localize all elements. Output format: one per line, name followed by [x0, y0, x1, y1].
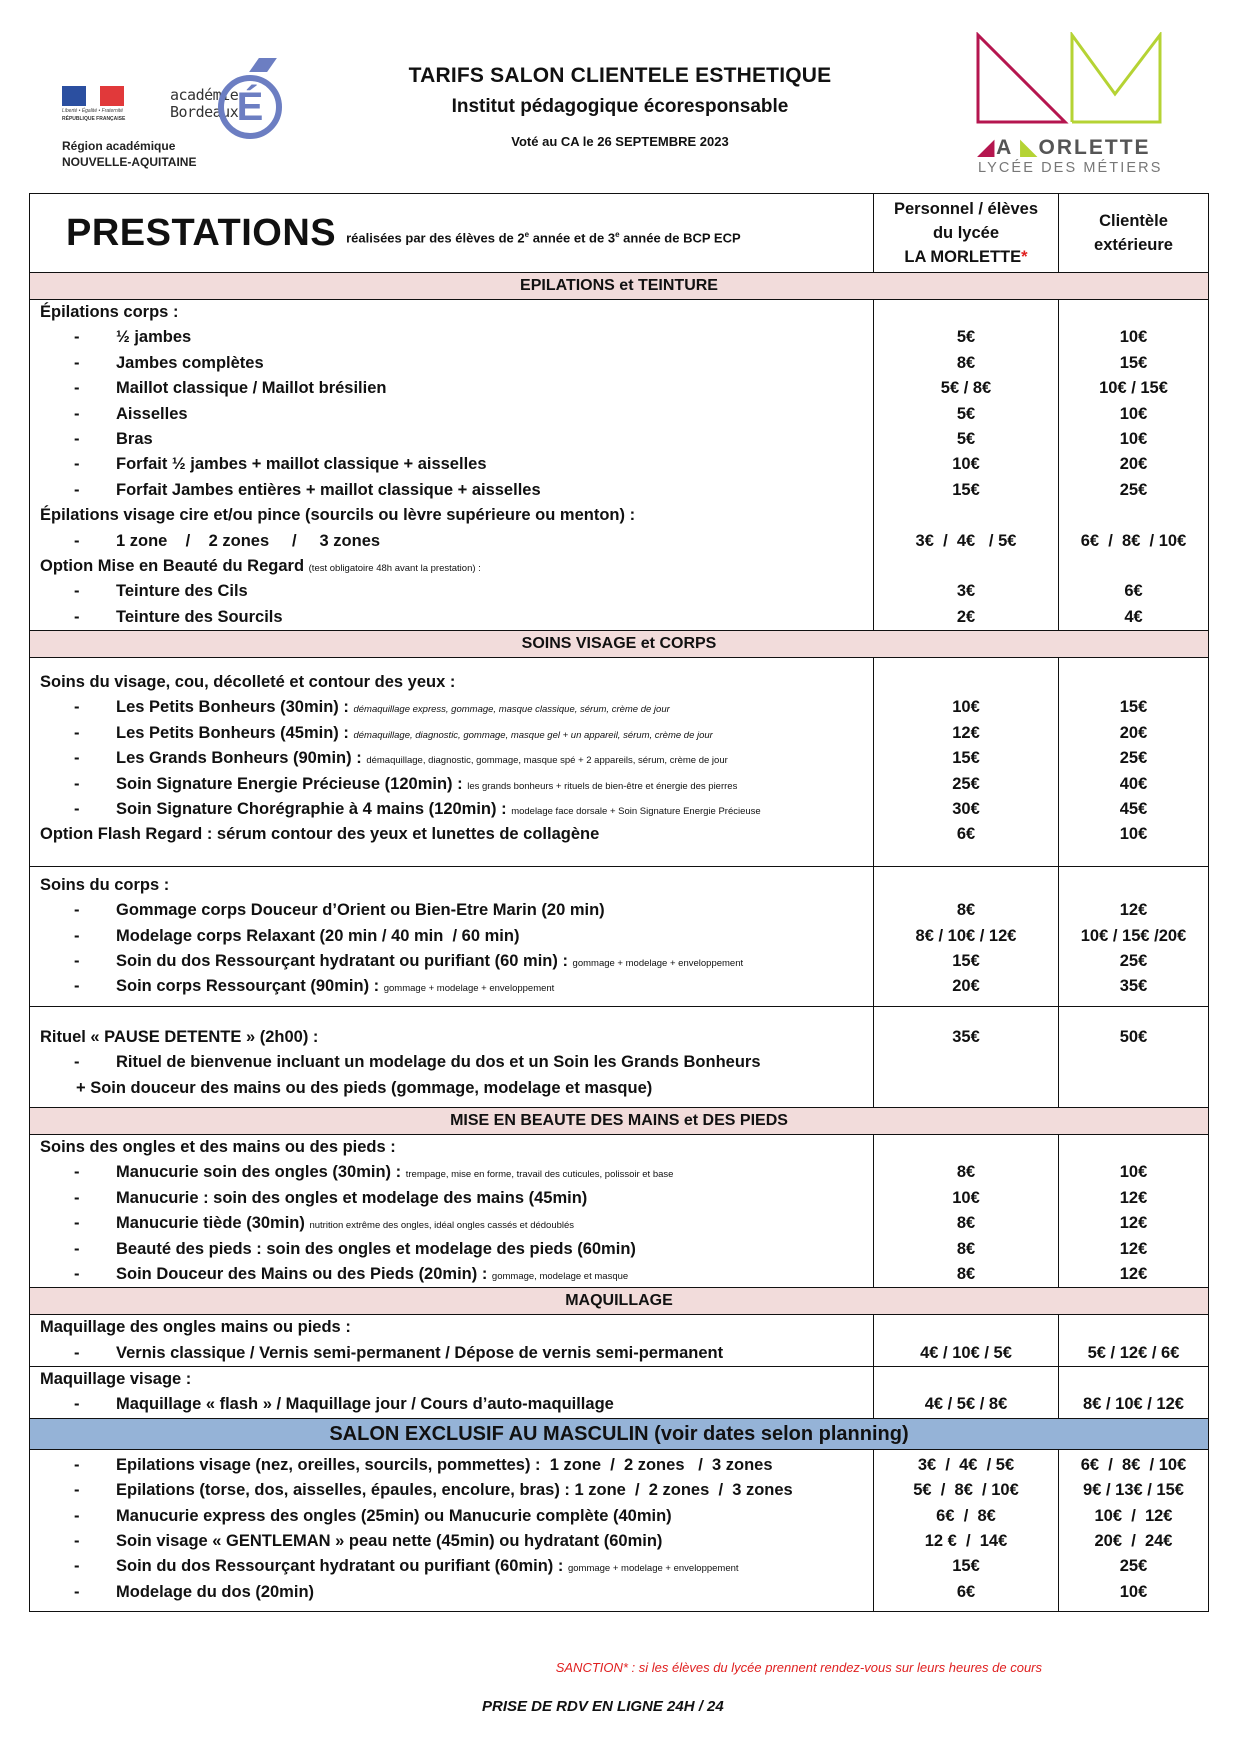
- item-note: démaquillage express, gommage, masque classique, sérum, crème de jour: [353, 704, 670, 716]
- republique-francaise-flag-icon: [62, 86, 124, 106]
- rituel-plus: + Soin douceur des mains ou des pieds (gommage, modelage et masque): [76, 1078, 653, 1097]
- list-item: [40, 579, 863, 604]
- list-item: [40, 924, 863, 949]
- group-label: Soins des ongles et des mains ou des pieds :: [40, 1137, 396, 1156]
- academie-line2: Bordeaux: [170, 103, 239, 121]
- price-external: 12€: [1119, 901, 1148, 920]
- item-label: Teinture des Cils: [116, 582, 248, 601]
- price-staff: 5€ / 8€ / 10€: [913, 1481, 1019, 1500]
- price-staff: 6€ / 8€: [936, 1506, 996, 1525]
- item-label: Maillot classique / Maillot brésilien: [116, 379, 387, 398]
- group-label: Maquillage visage :: [40, 1370, 192, 1389]
- list-item: [40, 721, 863, 746]
- price-staff: 8€: [956, 1264, 976, 1283]
- price-external: 25€: [1119, 480, 1148, 499]
- item-label: ½ jambes: [116, 328, 192, 347]
- column-header-staff: Personnel / élèves du lycée LA MORLETTE*: [873, 194, 1058, 272]
- item-note: démaquillage, diagnostic, gommage, masque gel + un appareil, sérum, crème de jour: [353, 729, 713, 741]
- price-staff: 35€: [952, 1027, 980, 1046]
- sanction-note: SANCTION* : si les élèves du lycée prennent rendez-vous sur leurs heures de cours: [555, 1660, 1042, 1675]
- section-mains-pieds-title: MISE EN BEAUTE DES MAINS et DES PIEDS: [30, 1107, 1208, 1134]
- price-external: 12€: [1119, 1214, 1148, 1233]
- item-label: Teinture des Sourcils: [116, 607, 283, 626]
- item-note: gommage, modelage et masque: [491, 1270, 629, 1282]
- list-item: - 1 zone / 2 zones / 3 zones: [40, 529, 863, 554]
- item-label: Soin Signature Chorégraphie à 4 mains (120min) :: [116, 800, 507, 819]
- price-staff: 30€: [952, 800, 980, 819]
- list-item: [40, 797, 863, 822]
- list-item: [40, 427, 863, 452]
- price-external: 20€ / 24€: [1094, 1532, 1173, 1551]
- price-staff: 5€: [956, 404, 976, 423]
- list-item: [40, 351, 863, 376]
- price-staff: 5€ / 8€: [940, 379, 992, 398]
- price-staff: 25€: [952, 774, 980, 793]
- list-item: [40, 325, 863, 350]
- price-staff: 10€: [952, 455, 980, 474]
- group-label: Épilations visage cire et/ou pince (sourcils ou lèvre supérieure ou menton) :: [40, 506, 636, 525]
- price-external: 6€ / 8€ / 10€: [1080, 1455, 1187, 1474]
- price-external: 6€: [1124, 582, 1143, 601]
- item-label: Soin du dos Ressourçant hydratant ou purifiant (60 min) :: [116, 951, 568, 970]
- item-note: gommage + modelage + enveloppement: [383, 983, 555, 995]
- region-line2: NOUVELLE-AQUITAINE: [62, 155, 197, 169]
- price-external: 10€ / 15€ /20€: [1080, 926, 1187, 945]
- price-external: 20€: [1119, 723, 1148, 742]
- lm-name: ◢A ◣ORLETTE: [978, 136, 1151, 159]
- section-rituel: [30, 1006, 1208, 1107]
- price-external: 25€: [1119, 1557, 1148, 1576]
- list-item: [40, 402, 863, 427]
- page-title: TARIFS SALON CLIENTELE ESTHETIQUE: [408, 64, 832, 87]
- price-external: 35€: [1119, 977, 1148, 996]
- list-item: - Rituel de bienvenue incluant un modelage du dos et un Soin les Grands Bonheurs: [40, 1050, 863, 1075]
- list-item: [40, 1529, 863, 1554]
- item-label: Jambes complètes: [116, 353, 264, 372]
- maquillage-visage: [30, 1366, 1208, 1418]
- list-item: [40, 1262, 863, 1287]
- region-academique: [62, 138, 196, 170]
- price-external: 20€: [1119, 455, 1148, 474]
- price-staff: 3€ / 4€ / 5€: [917, 1455, 1015, 1474]
- group-label: Soins du corps :: [40, 875, 170, 894]
- item-label: Beauté des pieds : soin des ongles et modelage des pieds (60min): [116, 1239, 636, 1258]
- price-external: 9€ / 13€ / 15€: [1083, 1481, 1184, 1500]
- price-external: 40€: [1119, 774, 1148, 793]
- price-staff: 10€: [952, 1188, 980, 1207]
- republic-name: RÉPUBLIQUE FRANÇAISE: [62, 116, 126, 122]
- price-external: 15€: [1119, 353, 1148, 372]
- list-item: [40, 452, 863, 477]
- item-label: Manucurie soin des ongles (30min) :: [116, 1163, 402, 1182]
- item-label: Manucurie express des ongles (25min) ou Manucurie complète (40min): [116, 1506, 672, 1525]
- item-label: Forfait Jambes entières + maillot classique + aisselles: [116, 480, 541, 499]
- list-item: [40, 1453, 863, 1478]
- group-label: Maquillage des ongles mains ou pieds :: [40, 1318, 351, 1337]
- price-staff: 15€: [952, 480, 980, 499]
- list-item: [40, 1504, 863, 1529]
- price-external: 15€: [1119, 698, 1148, 717]
- item-label: Modelage du dos (20min): [116, 1582, 315, 1601]
- list-item: [40, 695, 863, 720]
- price-staff: 15€: [952, 749, 980, 768]
- price-external: 8€ / 10€ / 12€: [1083, 1395, 1184, 1414]
- item-label: Les Petits Bonheurs (30min) :: [116, 698, 349, 717]
- price-external: 45€: [1119, 800, 1148, 819]
- flash-regard-option: Option Flash Regard : sérum contour des yeux et lunettes de collagène: [40, 825, 600, 844]
- academie-e-icon: É: [218, 75, 282, 139]
- price-staff: 8€ / 10€ / 12€: [915, 926, 1017, 945]
- header-titles: [330, 64, 910, 149]
- section-epilations-title: EPILATIONS et TEINTURE: [30, 272, 1208, 299]
- item-label: Soin Douceur des Mains ou des Pieds (20min) :: [116, 1264, 488, 1283]
- price-staff: 8€: [956, 901, 976, 920]
- price-external: 25€: [1119, 749, 1148, 768]
- item-label: Manucurie : soin des ongles et modelage des mains (45min): [116, 1188, 588, 1207]
- price-staff: 10€: [952, 698, 980, 717]
- price-staff: 20€: [952, 977, 980, 996]
- price-external: 10€: [1119, 825, 1148, 844]
- list-item: [40, 1211, 863, 1236]
- price-external: 10€ / 12€: [1094, 1506, 1173, 1525]
- price-staff: 8€: [956, 1163, 976, 1182]
- rituel-label: Rituel « PAUSE DETENTE » (2h00) :: [40, 1027, 319, 1046]
- vote-date: Voté au CA le 26 SEPTEMBRE 2023: [511, 134, 729, 149]
- section-epilations: [30, 299, 1208, 630]
- price-staff: 12€: [952, 723, 980, 742]
- item-label: Soin visage « GENTLEMAN » peau nette (45min) ou hydratant (60min): [116, 1532, 663, 1551]
- price-staff: 4€ / 10€ / 5€: [920, 1343, 1012, 1362]
- price-staff: 12 € / 14€: [924, 1532, 1008, 1551]
- academie-line1: académie: [170, 86, 239, 104]
- list-item: [40, 605, 863, 630]
- price-staff: 5€: [956, 429, 976, 448]
- price-external: 10€: [1119, 1163, 1148, 1182]
- section-soins-title: SOINS VISAGE et CORPS: [30, 630, 1208, 657]
- list-item: [40, 1554, 863, 1579]
- section-masculin-title: SALON EXCLUSIF AU MASCULIN (voir dates selon planning): [30, 1418, 1208, 1449]
- prestations-description: réalisées par des élèves de 2e année et de 3e année de BCP ECP: [346, 230, 741, 246]
- academie-accent-icon: [249, 58, 277, 72]
- price-table: [29, 193, 1209, 1612]
- region-line1: Région académique: [62, 139, 176, 153]
- item-label: Epilations visage (nez, oreilles, sourcils, pommettes) : 1 zone / 2 zones / 3 zones: [116, 1455, 773, 1474]
- group-label: Soins du visage, cou, décolleté et contour des yeux :: [40, 673, 456, 692]
- list-item: [40, 1186, 863, 1211]
- item-label: Aisselles: [116, 404, 188, 423]
- list-item: - Vernis classique / Vernis semi-permanent / Dépose de vernis semi-permanent: [40, 1341, 863, 1366]
- academie-logo: [58, 55, 298, 175]
- list-item: [40, 376, 863, 401]
- list-item: [40, 974, 863, 999]
- price-external: 25€: [1119, 951, 1148, 970]
- item-note: gommage + modelage + enveloppement: [572, 957, 744, 969]
- online-booking-note: PRISE DE RDV EN LIGNE 24H / 24: [482, 1698, 724, 1715]
- price-external: 10€: [1119, 328, 1148, 347]
- list-item: - Maquillage « flash » / Maquillage jour / Cours d’auto-maquillage: [40, 1392, 863, 1417]
- price-external: 10€: [1119, 1582, 1148, 1601]
- item-note: modelage face dorsale + Soin Signature Energie Précieuse: [511, 806, 761, 818]
- section-soins-body: [30, 866, 1208, 1006]
- item-label: Modelage corps Relaxant (20 min / 40 min / 60 min): [116, 926, 520, 945]
- price-staff: 5€: [956, 328, 976, 347]
- price-staff: 3€ / 4€ / 5€: [915, 531, 1017, 550]
- item-label: Les Petits Bonheurs (45min) :: [116, 723, 349, 742]
- price-staff: 15€: [952, 951, 980, 970]
- price-external: 50€: [1119, 1027, 1148, 1046]
- price-external: 10€: [1119, 429, 1148, 448]
- price-staff: 8€: [956, 1214, 976, 1233]
- item-label: Epilations (torse, dos, aisselles, épaules, encolure, bras) : 1 zone / 2 zones / 3 zones: [116, 1481, 793, 1500]
- list-item: [40, 1160, 863, 1185]
- price-external: 12€: [1119, 1264, 1148, 1283]
- list-item: [40, 746, 863, 771]
- price-external: 10€: [1119, 404, 1148, 423]
- price-external: 6€ / 8€ / 10€: [1080, 531, 1187, 550]
- price-staff: 15€: [952, 1557, 980, 1576]
- price-staff: 3€: [956, 582, 976, 601]
- price-external: 5€ / 12€ / 6€: [1087, 1343, 1180, 1362]
- list-item: [40, 898, 863, 923]
- item-note: nutrition extrême des ongles, idéal ongles cassés et dédoublés: [309, 1220, 575, 1232]
- item-label: Soin corps Ressourçant (90min) :: [116, 977, 380, 996]
- group-label: Option Mise en Beauté du Regard (test obligatoire 48h avant la prestation) :: [40, 556, 481, 575]
- section-soins-face: [30, 657, 1208, 866]
- table-header-row: [30, 194, 1208, 272]
- item-label: Soin du dos Ressourçant hydratant ou purifiant (60min) :: [116, 1557, 564, 1576]
- price-external: 10€ / 15€: [1099, 379, 1168, 398]
- section-masculin: [30, 1449, 1208, 1611]
- page-subtitle: Institut pédagogique écoresponsable: [451, 96, 789, 117]
- price-staff: 6€: [956, 825, 976, 844]
- price-external: 12€: [1119, 1239, 1148, 1258]
- item-note: démaquillage, diagnostic, gommage, masque spé + 2 appareils, sérum, crème de jour: [366, 755, 728, 767]
- item-label: Les Grands Bonheurs (90min) :: [116, 749, 362, 768]
- maquillage-ongles: [30, 1314, 1208, 1366]
- item-note: gommage + modelage + enveloppement: [567, 1563, 739, 1575]
- price-staff: 2€: [956, 607, 976, 626]
- group-label: Épilations corps :: [40, 303, 179, 321]
- prestations-title: PRESTATIONS: [66, 211, 337, 254]
- prestations-heading: [30, 194, 873, 272]
- price-external: 12€: [1119, 1188, 1148, 1207]
- item-label: Soin Signature Energie Précieuse (120min) :: [116, 774, 463, 793]
- item-label: Forfait ½ jambes + maillot classique + aisselles: [116, 455, 487, 474]
- list-item: [40, 1478, 863, 1503]
- list-item: [40, 1580, 863, 1605]
- item-label: Manucurie tiède (30min): [116, 1214, 305, 1233]
- section-maquillage-title: MAQUILLAGE: [30, 1287, 1208, 1314]
- la-morlette-logo: [975, 32, 1190, 182]
- column-header-external: Clientèle extérieure: [1058, 194, 1208, 272]
- price-staff: 8€: [956, 353, 976, 372]
- list-item: [40, 1237, 863, 1262]
- section-mains-pieds: [30, 1134, 1208, 1287]
- republic-motto: Liberté • Égalité • Fraternité: [62, 108, 124, 114]
- item-label: Bras: [116, 429, 153, 448]
- list-item: [40, 772, 863, 797]
- price-staff: 8€: [956, 1239, 976, 1258]
- list-item: [40, 949, 863, 974]
- price-external: 4€: [1124, 607, 1143, 626]
- lm-monogram-icon: [975, 32, 1190, 132]
- item-note: trempage, mise en forme, travail des cuticules, polissoir et base: [405, 1169, 674, 1181]
- item-label: Gommage corps Douceur d’Orient ou Bien-Etre Marin (20 min): [116, 901, 605, 920]
- lm-tagline: LYCÉE DES MÉTIERS: [978, 160, 1163, 176]
- item-note: les grands bonheurs + rituels de bien-être et énergie des pierres: [467, 780, 738, 792]
- price-staff: 6€: [956, 1582, 976, 1601]
- price-staff: 4€ / 5€ / 8€: [924, 1395, 1008, 1414]
- list-item: [40, 478, 863, 503]
